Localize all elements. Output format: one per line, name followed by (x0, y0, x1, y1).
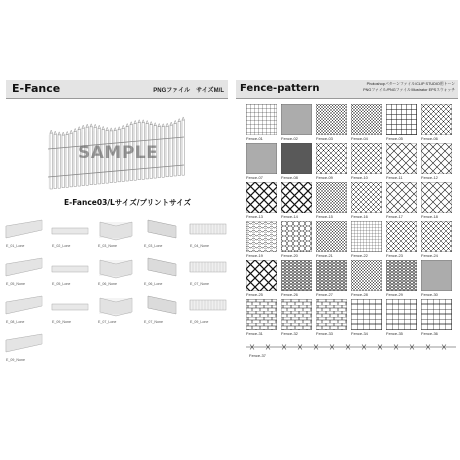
e-fance-subtitle: PNGファイル サイズM/L (153, 88, 224, 94)
fence-pattern-swatch (281, 260, 312, 298)
pattern-label: Fence-31 (246, 331, 263, 336)
pattern-label: Fence-32 (281, 331, 298, 336)
fence-thumbnail (142, 216, 182, 250)
fence-thumbnail (4, 330, 44, 364)
fence-thumbnail (96, 254, 136, 288)
fence-pattern-swatch (351, 182, 382, 220)
fence-pattern-swatch (386, 143, 417, 181)
pattern-label: Fence-01 (246, 136, 263, 141)
thumbnail-label: E_06_Lone (144, 282, 163, 286)
thumbnail-label: E_03_Lone (144, 244, 163, 248)
pattern-label: Fence-07 (246, 175, 263, 180)
fence-pattern-swatch (386, 104, 417, 142)
pattern-label: Fence-10 (351, 175, 368, 180)
fence-thumbnail (188, 292, 228, 326)
fence-pattern-swatch (281, 143, 312, 181)
fence-pattern-swatch (386, 221, 417, 259)
fence-pattern-swatch (281, 221, 312, 259)
fence-pattern-swatch (316, 104, 347, 142)
pattern-label: Fence-16 (351, 214, 368, 219)
fence-thumbnail (142, 292, 182, 326)
fence-thumbnail (96, 292, 136, 326)
fence-pattern-swatch (281, 104, 312, 142)
pattern-label: Fence-18 (421, 214, 438, 219)
fence-pattern-swatch (421, 104, 452, 142)
fence-pattern-swatch (386, 182, 417, 220)
pattern-label: Fence-04 (351, 136, 368, 141)
fence-pattern-swatch (316, 299, 347, 337)
thumbnail-label: E_09_Lone (190, 320, 209, 324)
barbed-wire-pattern (246, 344, 456, 350)
pattern-label: Fence-05 (386, 136, 403, 141)
fence-pattern-swatch (246, 260, 277, 298)
thumbnail-label: E_02_Lone (52, 244, 71, 248)
pattern-label: Fence-22 (351, 253, 368, 258)
fence-pattern-swatch (386, 260, 417, 298)
pattern-label: Fence-29 (386, 292, 403, 297)
fence-pattern-title: Fence-pattern (240, 83, 320, 94)
fence-pattern-swatch (316, 221, 347, 259)
fence-pattern-swatch (246, 182, 277, 220)
pattern-label: Fence-14 (281, 214, 298, 219)
e-fance-title: E-Fance (12, 82, 61, 95)
fence-thumbnail (50, 254, 90, 288)
fence-pattern-swatch (281, 182, 312, 220)
fence-pattern-swatch (246, 221, 277, 259)
format-note-line1: Photoshopパターンファイル/CLIP STUDIO用トーン (366, 82, 455, 86)
thumbnail-label: E_03_None (98, 244, 117, 248)
fence-pattern-swatch (351, 143, 382, 181)
main-fence-caption: E-Fance03/Lサイズ/プリントサイズ (64, 198, 192, 207)
fence-pattern-swatch (351, 221, 382, 259)
format-note-line2: PNGファイル/PNGファイル/Illustrator EPSスウォッチ (363, 88, 455, 92)
pattern-label: Fence-12 (421, 175, 438, 180)
e-fance-header (6, 80, 228, 99)
thumbnail-label: E_07_None (144, 320, 163, 324)
fence-thumbnail (96, 216, 136, 250)
pattern-label: Fence-19 (246, 253, 263, 258)
fence-pattern-swatch (421, 221, 452, 259)
pattern-label: Fence-35 (386, 331, 403, 336)
fence-pattern-swatch (316, 260, 347, 298)
thumbnail-label: E_07_Lone (98, 320, 117, 324)
pattern-label: Fence-26 (281, 292, 298, 297)
pattern-label: Fence-08 (281, 175, 298, 180)
fence-pattern-swatch (421, 143, 452, 181)
pattern-label: Fence-23 (386, 253, 403, 258)
fence-thumbnail (50, 292, 90, 326)
pattern-label: Fence-24 (421, 253, 438, 258)
thumbnail-label: E_07_None (190, 282, 209, 286)
fence-pattern-swatch (421, 299, 452, 337)
fence-pattern-swatch (351, 104, 382, 142)
thumbnail-label: E_04_None (190, 244, 209, 248)
thumbnail-label: E_01_Lone (6, 244, 25, 248)
pattern-label: Fence-09 (316, 175, 333, 180)
fence-thumbnail (188, 254, 228, 288)
fence-pattern-swatch (421, 182, 452, 220)
pattern-label: Fence-28 (351, 292, 368, 297)
pattern-label: Fence-17 (386, 214, 403, 219)
fence-thumbnail (188, 216, 228, 250)
pattern-label: Fence-30 (421, 292, 438, 297)
fence-thumbnail (4, 216, 44, 250)
fence-thumbnail (142, 254, 182, 288)
fence-pattern-swatch (281, 299, 312, 337)
sample-watermark: SAMPLE (78, 143, 159, 163)
fence-pattern-swatch (246, 143, 277, 181)
thumbnail-label: E_09_None (52, 320, 71, 324)
fence-pattern-swatch (246, 104, 277, 142)
fence-pattern-swatch (316, 143, 347, 181)
thumbnail-label: E_05_None (6, 282, 25, 286)
pattern-label: Fence-06 (421, 136, 438, 141)
pattern-label: Fence-11 (386, 175, 403, 180)
fence-pattern-swatch (316, 182, 347, 220)
pattern-label: Fence-20 (281, 253, 298, 258)
pattern-label: Fence-02 (281, 136, 298, 141)
thumbnail-label: E_09_None (6, 358, 25, 362)
fence-thumbnail (50, 216, 90, 250)
barbed-wire-label: Fence-37 (249, 353, 266, 358)
thumbnail-label: E_06_None (98, 282, 117, 286)
pattern-label: Fence-36 (421, 331, 438, 336)
fence-pattern-swatch (246, 299, 277, 337)
fence-pattern-swatch (351, 260, 382, 298)
fence-thumbnail (4, 292, 44, 326)
fence-pattern-swatch (421, 260, 452, 298)
fence-pattern-header (236, 80, 458, 99)
fence-thumbnail (4, 254, 44, 288)
fence-pattern-swatch (351, 299, 382, 337)
pattern-label: Fence-33 (316, 331, 333, 336)
pattern-label: Fence-15 (316, 214, 333, 219)
thumbnail-label: E_05_Lone (52, 282, 71, 286)
pattern-label: Fence-21 (316, 253, 333, 258)
pattern-label: Fence-34 (351, 331, 368, 336)
pattern-label: Fence-25 (246, 292, 263, 297)
thumbnail-label: E_08_Lone (6, 320, 25, 324)
pattern-label: Fence-27 (316, 292, 333, 297)
fence-pattern-swatch (386, 299, 417, 337)
pattern-label: Fence-13 (246, 214, 263, 219)
pattern-label: Fence-03 (316, 136, 333, 141)
